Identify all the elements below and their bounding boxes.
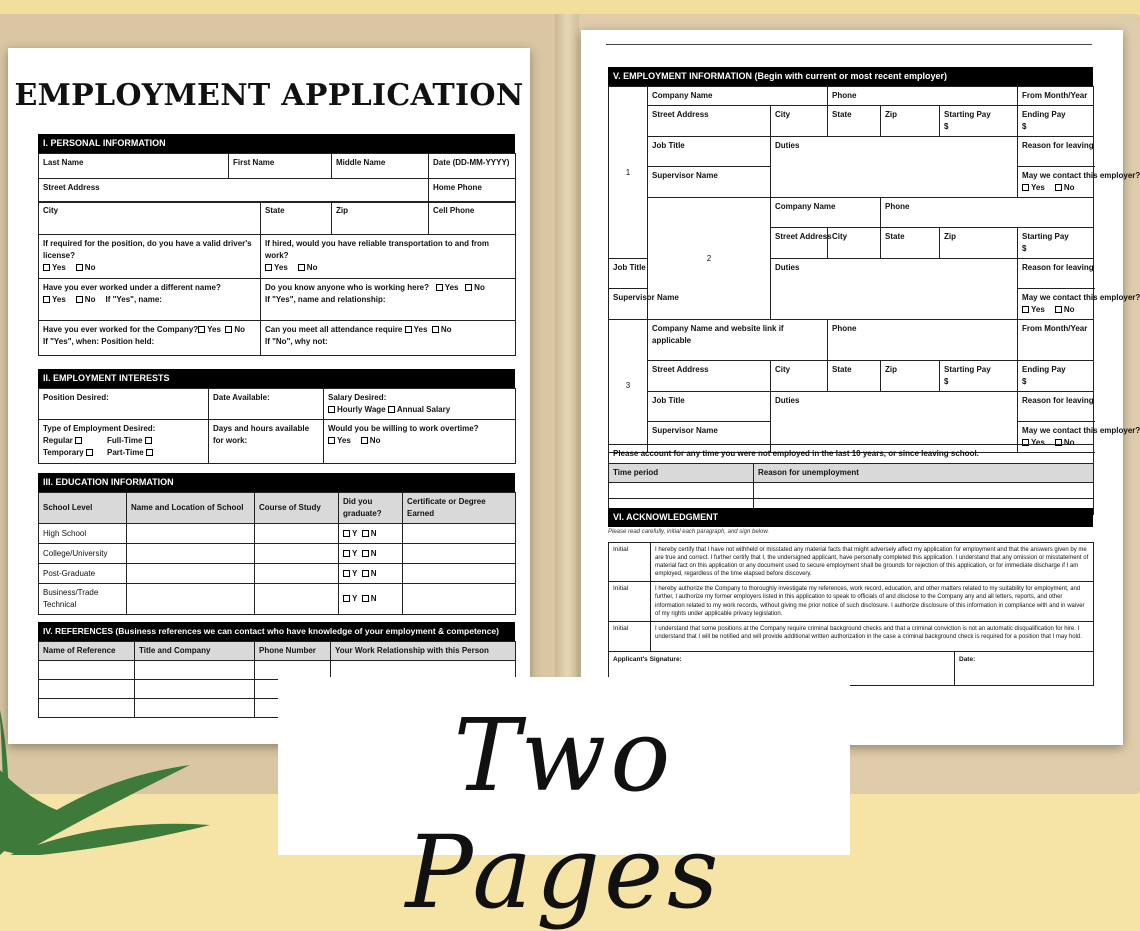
checkbox-icon[interactable] xyxy=(328,406,335,413)
employment-gap-note: Please account for any time you were not employed in the last 10 years, or since leaving school. xyxy=(609,445,1094,464)
personal-city-table xyxy=(38,201,516,235)
personal-information-table xyxy=(38,153,516,203)
education-header-school-level: School Level xyxy=(39,493,127,524)
date-field[interactable]: Date (DD-MM-YYYY) xyxy=(429,154,516,179)
reference-cell[interactable] xyxy=(135,680,255,699)
initial-field[interactable]: Initial xyxy=(609,582,651,621)
ending-pay-field[interactable]: Ending Pay $ xyxy=(1018,106,1094,137)
job-title-field[interactable]: Job Title xyxy=(648,392,771,422)
graduate-yes-option[interactable]: Y xyxy=(343,569,357,578)
license-yes-option[interactable]: Yes xyxy=(43,263,66,272)
education-cell[interactable] xyxy=(127,564,255,584)
education-row-label: Post-Graduate xyxy=(39,564,127,584)
home-phone-field[interactable]: Home Phone xyxy=(429,179,516,203)
supervisor-name-field[interactable]: Supervisor Name xyxy=(609,289,648,320)
section-personal-information-header: I. PERSONAL INFORMATION xyxy=(38,134,515,153)
header-rule xyxy=(606,44,1092,45)
checkbox-icon[interactable] xyxy=(198,326,205,333)
education-header-degree: Certificate or Degree Earned xyxy=(403,493,516,524)
may-contact-yes-option[interactable]: Yes xyxy=(1022,183,1045,192)
employment-gap-table xyxy=(608,444,1094,515)
section-acknowledgment-header: VI. ACKNOWLEDGMENT xyxy=(608,508,1093,527)
license-question xyxy=(39,235,261,279)
overtime-field xyxy=(324,420,516,464)
reason-for-leaving-field[interactable]: Reason for leaving xyxy=(1018,259,1094,289)
checkbox-icon[interactable] xyxy=(1022,184,1029,191)
applicant-signature-field[interactable]: Applicant's Signature: xyxy=(609,652,955,686)
may-contact-no-option[interactable]: No xyxy=(1055,305,1075,314)
overtime-question-text: Would you be willing to work overtime? xyxy=(328,424,479,433)
checkbox-icon[interactable] xyxy=(76,264,83,271)
checkbox-icon[interactable] xyxy=(405,326,412,333)
checkbox-icon[interactable] xyxy=(362,595,369,602)
street-address-field[interactable]: Street Address xyxy=(648,106,771,137)
license-no-option[interactable]: No xyxy=(76,263,96,272)
time-period-header: Time period xyxy=(609,464,754,483)
worked-company-no-option[interactable]: No xyxy=(225,325,245,334)
graduate-yn-options xyxy=(339,564,403,584)
employer-entry-number: 2 xyxy=(648,198,771,320)
attendance-row xyxy=(265,324,511,336)
different-name-no-option[interactable]: No xyxy=(76,295,96,304)
education-cell[interactable] xyxy=(403,584,516,615)
graduate-yes-option[interactable]: Y xyxy=(343,529,357,538)
state-field[interactable]: State xyxy=(881,228,940,259)
checkbox-icon[interactable] xyxy=(362,550,369,557)
checkbox-icon[interactable] xyxy=(362,570,369,577)
starting-pay-field[interactable]: Starting Pay $ xyxy=(940,106,1018,137)
may-contact-options xyxy=(1022,304,1089,316)
checkbox-icon[interactable] xyxy=(343,570,350,577)
checkbox-icon[interactable] xyxy=(388,406,395,413)
annual-salary-option[interactable]: Annual Salary xyxy=(388,405,450,414)
if-no-why-label: If "No", why not: xyxy=(265,337,328,346)
graduate-yn-options xyxy=(339,524,403,544)
education-cell[interactable] xyxy=(403,524,516,544)
duties-field[interactable]: Duties xyxy=(771,259,1018,320)
employer-entry-number: 3 xyxy=(609,320,648,453)
job-title-field[interactable]: Job Title xyxy=(609,259,648,289)
different-name-yes-option[interactable]: Yes xyxy=(43,295,66,304)
may-contact-question: May we contact this employer? xyxy=(1022,171,1140,180)
education-cell[interactable] xyxy=(255,584,339,615)
license-options xyxy=(43,262,256,274)
references-header-title: Title and Company xyxy=(135,642,255,661)
section-references-header: IV. REFERENCES (Business references we can contact who have knowledge of your employment & competence) xyxy=(38,622,515,641)
education-cell[interactable] xyxy=(255,524,339,544)
may-contact-question: May we contact this employer? xyxy=(1022,426,1140,435)
checkbox-icon[interactable] xyxy=(343,530,350,537)
street-address-field[interactable]: Street Address xyxy=(648,361,771,392)
checkbox-icon[interactable] xyxy=(1022,306,1029,313)
personal-questions-table xyxy=(38,234,516,356)
checkbox-icon[interactable] xyxy=(298,264,305,271)
city-field[interactable]: City xyxy=(771,106,828,137)
graduate-no-option[interactable]: N xyxy=(362,594,377,603)
know-anyone-yes-option[interactable]: Yes xyxy=(436,283,459,292)
ending-pay-field[interactable]: Ending Pay $ xyxy=(1018,361,1094,392)
graduate-no-option[interactable]: N xyxy=(362,549,377,558)
supervisor-name-field[interactable]: Supervisor Name xyxy=(648,422,771,453)
education-header-course: Course of Study xyxy=(255,493,339,524)
from-date-field[interactable]: From Month/Year xyxy=(1018,320,1094,361)
gap-cell[interactable] xyxy=(609,483,754,499)
education-cell[interactable] xyxy=(255,544,339,564)
acknowledgment-paragraph: I hereby certify that I have not withheld or misstated any material facts that might adversely affect my application for employment and that the answers given by me are true and correct. I further certify that I, the undersigned applicant, have personally completed this application. I understand that any omission or misstatement of material fact on this application or any document used to secure employment shall be grounds for rejection of this application, or for immediate discharge if I am employed, regardless of the time elapsed before discovery. xyxy=(651,543,1094,582)
two-pages-banner xyxy=(278,677,850,931)
duties-field[interactable]: Duties xyxy=(771,137,1018,198)
part-time-option[interactable]: Part-Time xyxy=(107,448,155,457)
state-field[interactable]: State xyxy=(261,202,332,235)
regular-option[interactable]: Regular xyxy=(43,435,107,447)
checkbox-icon[interactable] xyxy=(361,437,368,444)
references-header-relationship: Your Work Relationship with this Person xyxy=(331,642,516,661)
company-name-website-field[interactable]: Company Name and website link if applicable xyxy=(648,320,828,361)
section-employment-interests-header: II. EMPLOYMENT INTERESTS xyxy=(38,369,515,388)
graduate-yn-options xyxy=(339,544,403,564)
gap-cell[interactable] xyxy=(754,483,1094,499)
section-employment-information-header: V. EMPLOYMENT INFORMATION (Begin with current or most recent employer) xyxy=(608,67,1093,86)
city-field[interactable]: City xyxy=(828,228,881,259)
date-available-field[interactable]: Date Available: xyxy=(209,389,324,420)
if-yes-name-label: If "Yes", name: xyxy=(105,295,162,304)
zip-field[interactable]: Zip xyxy=(881,361,940,392)
acknowledgment-table xyxy=(608,542,1094,652)
checkbox-icon[interactable] xyxy=(1055,184,1062,191)
education-cell[interactable] xyxy=(403,544,516,564)
checkbox-icon[interactable] xyxy=(265,264,272,271)
reference-cell[interactable] xyxy=(135,661,255,680)
education-header-school-name: Name and Location of School xyxy=(127,493,255,524)
last-name-field[interactable]: Last Name xyxy=(39,154,229,179)
signature-date-field[interactable]: Date: xyxy=(955,652,1094,686)
supervisor-name-field[interactable]: Supervisor Name xyxy=(648,167,771,198)
acknowledgment-instruction: Please read carefully, initial each paragraph, and sign below. xyxy=(608,529,769,535)
attendance-question-text: Can you meet all attendance require xyxy=(265,325,403,334)
reference-cell[interactable] xyxy=(39,680,135,699)
overtime-yes-option[interactable]: Yes xyxy=(328,436,351,445)
duties-field[interactable]: Duties xyxy=(771,392,1018,453)
application-page-2 xyxy=(581,30,1140,745)
know-anyone-question xyxy=(261,279,516,321)
checkbox-icon[interactable] xyxy=(146,449,153,456)
salary-desired-field xyxy=(324,389,516,420)
transport-yes-option[interactable]: Yes xyxy=(265,263,288,272)
starting-pay-field[interactable]: Starting Pay $ xyxy=(1018,228,1094,259)
references-header-phone: Phone Number xyxy=(255,642,331,661)
checkbox-icon[interactable] xyxy=(225,326,232,333)
reference-cell[interactable] xyxy=(39,699,135,718)
checkbox-icon[interactable] xyxy=(86,449,93,456)
initial-field[interactable]: Initial xyxy=(609,621,651,651)
salary-options xyxy=(328,404,511,416)
phone-field[interactable]: Phone xyxy=(828,320,1018,361)
checkbox-icon[interactable] xyxy=(1055,306,1062,313)
may-contact-yes-option[interactable]: Yes xyxy=(1022,438,1045,447)
worked-company-yes-option[interactable]: Yes xyxy=(198,325,221,334)
graduate-yn-options xyxy=(339,584,403,615)
education-row-label: Business/Trade Technical xyxy=(39,584,127,615)
may-contact-options xyxy=(1022,182,1089,194)
graduate-yes-option[interactable]: Y xyxy=(343,594,357,603)
employment-type-row-2 xyxy=(43,447,204,459)
graduate-no-option[interactable]: N xyxy=(362,529,377,538)
education-row-label: High School xyxy=(39,524,127,544)
employment-information-table xyxy=(608,86,1140,453)
checkbox-icon[interactable] xyxy=(432,326,439,333)
reason-unemployment-header: Reason for unemployment xyxy=(754,464,1094,483)
education-row-label: College/University xyxy=(39,544,127,564)
different-name-options xyxy=(43,294,256,306)
checkbox-icon[interactable] xyxy=(343,595,350,602)
graduate-yes-option[interactable]: Y xyxy=(343,549,357,558)
street-address-field[interactable]: Street Address xyxy=(771,228,828,259)
full-time-option[interactable]: Full-Time xyxy=(107,436,154,445)
checkbox-icon[interactable] xyxy=(362,530,369,537)
transport-question-text: If hired, would you have reliable transportation to and from work? xyxy=(265,239,490,260)
acknowledgment-paragraph: I hereby authorize the Company to thoroughly investigate my references, work record, education, and other matters related to my suitability for employment, and further, I authorize my former employers listed in this application to speak to officials of and disclose to the Company any and all letters, reports, and other information related to my work records, without giving me prior notice of such disclosure. I authorize disclosure of this information in compliance with and in waiver of my rights under applicable privacy legislation. xyxy=(651,582,1094,621)
street-address-field[interactable]: Street Address xyxy=(39,179,429,203)
company-name-field[interactable]: Company Name xyxy=(648,87,828,106)
reason-for-leaving-field[interactable]: Reason for leaving xyxy=(1018,392,1094,422)
employment-type-field xyxy=(39,420,209,464)
worked-company-row xyxy=(43,324,256,336)
checkbox-icon[interactable] xyxy=(465,284,472,291)
education-table xyxy=(38,492,516,615)
cell-phone-field[interactable]: Cell Phone xyxy=(429,202,516,235)
phone-field[interactable]: Phone xyxy=(828,87,1018,106)
state-field[interactable]: State xyxy=(828,361,881,392)
overtime-no-option[interactable]: No xyxy=(361,436,381,445)
checkbox-icon[interactable] xyxy=(75,437,82,444)
license-question-text: If required for the position, do you have a valid driver's license? xyxy=(43,239,252,260)
may-contact-field xyxy=(1018,289,1140,320)
reason-for-leaving-field[interactable]: Reason for leaving xyxy=(1018,137,1094,167)
hourly-wage-option[interactable]: Hourly Wage xyxy=(328,405,386,414)
application-page-1 xyxy=(8,48,530,744)
education-cell[interactable] xyxy=(127,544,255,564)
may-contact-field xyxy=(1018,167,1140,198)
employment-type-label: Type of Employment Desired: xyxy=(43,424,156,433)
checkbox-icon[interactable] xyxy=(43,296,50,303)
two-pages-text: Two Pages xyxy=(405,697,723,931)
initial-field[interactable]: Initial xyxy=(609,543,651,582)
checkbox-icon[interactable] xyxy=(343,550,350,557)
phone-field[interactable]: Phone xyxy=(881,198,1094,228)
reference-cell[interactable] xyxy=(135,699,255,718)
know-anyone-no-option[interactable]: No xyxy=(465,283,485,292)
employment-type-row-1 xyxy=(43,435,204,447)
checkbox-icon[interactable] xyxy=(436,284,443,291)
zip-field[interactable]: Zip xyxy=(881,106,940,137)
acknowledgment-paragraph: I understand that some positions at the Company require criminal background checks and that a criminal conviction is not an automatic disqualification for hire. I understand that I will be notified and will provide additional written authorization in the case a criminal background check is required for a position that I may hold. xyxy=(651,621,1094,651)
attendance-yes-option[interactable]: Yes xyxy=(405,325,428,334)
zip-field[interactable]: Zip xyxy=(940,228,1018,259)
reference-cell[interactable] xyxy=(39,661,135,680)
section-education-header: III. EDUCATION INFORMATION xyxy=(38,473,515,492)
worked-company-question-text: Have you ever worked for the Company? xyxy=(43,325,199,334)
first-name-field[interactable]: First Name xyxy=(229,154,332,179)
may-contact-yes-option[interactable]: Yes xyxy=(1022,305,1045,314)
temporary-option[interactable]: Temporary xyxy=(43,447,107,459)
employment-interests-table xyxy=(38,388,516,464)
attendance-no-option[interactable]: No xyxy=(432,325,452,334)
references-header-name: Name of Reference xyxy=(39,642,135,661)
days-hours-field[interactable]: Days and hours available for work: xyxy=(209,420,324,464)
starting-pay-field[interactable]: Starting Pay $ xyxy=(940,361,1018,392)
background-strip xyxy=(0,0,1140,14)
transport-question xyxy=(261,235,516,279)
know-anyone-question-text: Do you know anyone who is working here? xyxy=(265,283,430,292)
education-cell[interactable] xyxy=(255,564,339,584)
job-title-field[interactable]: Job Title xyxy=(648,137,771,167)
city-field[interactable]: City xyxy=(771,361,828,392)
state-field[interactable]: State xyxy=(828,106,881,137)
may-contact-question: May we contact this employer? xyxy=(1022,293,1140,302)
education-cell[interactable] xyxy=(127,524,255,544)
city-field[interactable]: City xyxy=(39,202,261,235)
may-contact-no-option[interactable]: No xyxy=(1055,183,1075,192)
if-yes-when-label: If "Yes", when: Position held: xyxy=(43,337,155,346)
checkbox-icon[interactable] xyxy=(76,296,83,303)
attendance-question xyxy=(261,321,516,356)
transport-options xyxy=(265,262,511,274)
middle-name-field[interactable]: Middle Name xyxy=(332,154,429,179)
graduate-no-option[interactable]: N xyxy=(362,569,377,578)
position-desired-field[interactable]: Position Desired: xyxy=(39,389,209,420)
from-date-field[interactable]: From Month/Year xyxy=(1018,87,1094,106)
different-name-question-text: Have you ever worked under a different name? xyxy=(43,283,221,292)
transport-no-option[interactable]: No xyxy=(298,263,318,272)
form-title: EMPLOYMENT APPLICATION xyxy=(14,78,524,113)
zip-field[interactable]: Zip xyxy=(332,202,429,235)
know-anyone-row xyxy=(265,282,511,294)
different-name-question xyxy=(39,279,261,321)
if-yes-relationship-label: If "Yes", name and relationship: xyxy=(265,295,386,304)
may-contact-no-option[interactable]: No xyxy=(1055,438,1075,447)
worked-company-question xyxy=(39,321,261,356)
company-name-field[interactable]: Company Name xyxy=(771,198,881,228)
checkbox-icon[interactable] xyxy=(328,437,335,444)
education-cell[interactable] xyxy=(127,584,255,615)
employer-entry-number: 1 xyxy=(609,87,648,259)
education-header-graduate: Did you graduate? xyxy=(339,493,403,524)
overtime-options xyxy=(328,435,511,447)
salary-desired-label: Salary Desired: xyxy=(328,393,387,402)
checkbox-icon[interactable] xyxy=(43,264,50,271)
checkbox-icon[interactable] xyxy=(145,437,152,444)
education-cell[interactable] xyxy=(403,564,516,584)
